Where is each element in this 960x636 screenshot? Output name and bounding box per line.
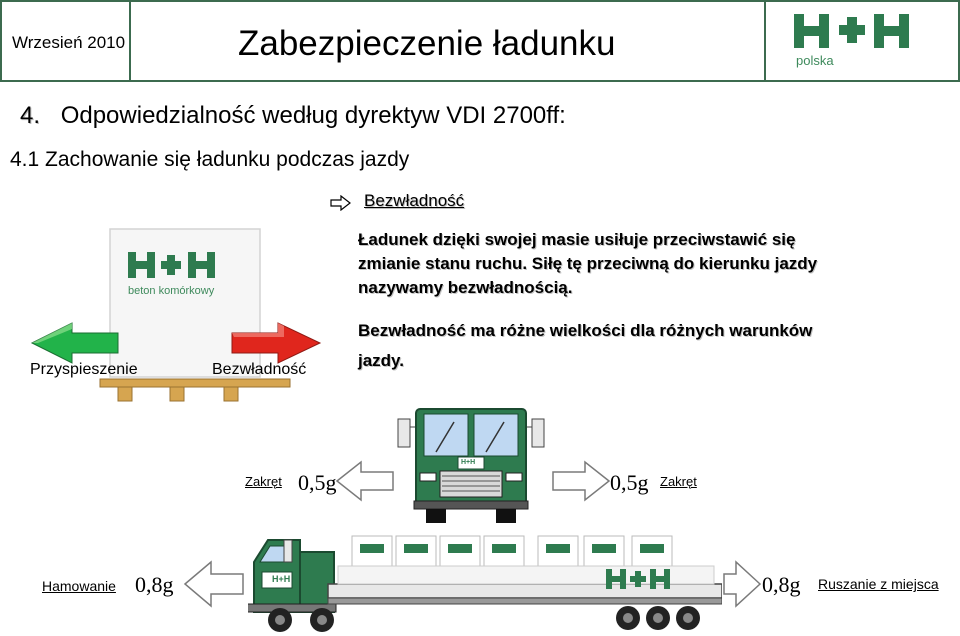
- section-heading-text: Odpowiedzialność według dyrektyw VDI 2700ff:: [60, 102, 566, 129]
- topic-title: Bezwładność: [364, 191, 465, 210]
- paragraph-line: Bezwładność ma różne wielkości dla różnych warunków: [358, 321, 813, 340]
- paragraph-line: Ładunek dzięki swojej masie usiłuje przeciwstawić się: [358, 230, 796, 249]
- turn-right-value: 0,5g: [610, 470, 649, 495]
- braking-label: Hamowanie: [42, 578, 116, 594]
- hh-logo-icon: [794, 14, 910, 50]
- date-label: Wrzesień 2010: [12, 33, 126, 52]
- inertia-label: Bezwładność: [212, 361, 307, 378]
- acceleration-label: Przyspieszenie: [30, 361, 138, 378]
- logo-subtitle: polska: [796, 53, 834, 68]
- trailer-hh-logo-icon: [606, 569, 672, 591]
- start-outline-arrow: [722, 560, 762, 608]
- paragraph-line: zmianie stanu ruchu. Siłę tę przeciwną do kierunku jazdy: [358, 254, 818, 273]
- starting-label: Ruszanie z miejsca: [818, 576, 939, 592]
- page-title: Zabezpieczenie ładunku: [238, 24, 616, 63]
- right-outline-arrow: [551, 460, 611, 502]
- turn-left-label: Zakręt: [245, 474, 282, 489]
- acceleration-arrow: [32, 323, 118, 363]
- topic-paragraph: [358, 228, 938, 300]
- left-outline-arrow: [335, 460, 395, 502]
- pallet-diagram: [20, 225, 340, 410]
- brake-outline-arrow: [183, 560, 245, 608]
- section-heading: [20, 102, 566, 130]
- box-label: beton komórkowy: [128, 285, 215, 297]
- subsection-heading: 4.1 Zachowanie się ładunku podczas jazdy: [10, 148, 410, 171]
- turn-left-value: 0,5g: [298, 470, 337, 495]
- front-cab-logo: H+H: [461, 459, 476, 466]
- paragraph-line: nazywamy bezwładnością.: [358, 278, 573, 297]
- topic-paragraph-2: [358, 316, 938, 376]
- turn-right-label: Zakręt: [660, 474, 697, 489]
- braking-value: 0,8g: [135, 572, 174, 597]
- starting-value: 0,8g: [762, 572, 801, 597]
- block-box: [110, 229, 260, 377]
- paragraph-line: jazdy.: [358, 351, 404, 370]
- bullet-arrow-icon: [330, 195, 352, 211]
- section-number: 4.: [20, 102, 41, 129]
- side-cab-logo: H+H: [272, 574, 291, 584]
